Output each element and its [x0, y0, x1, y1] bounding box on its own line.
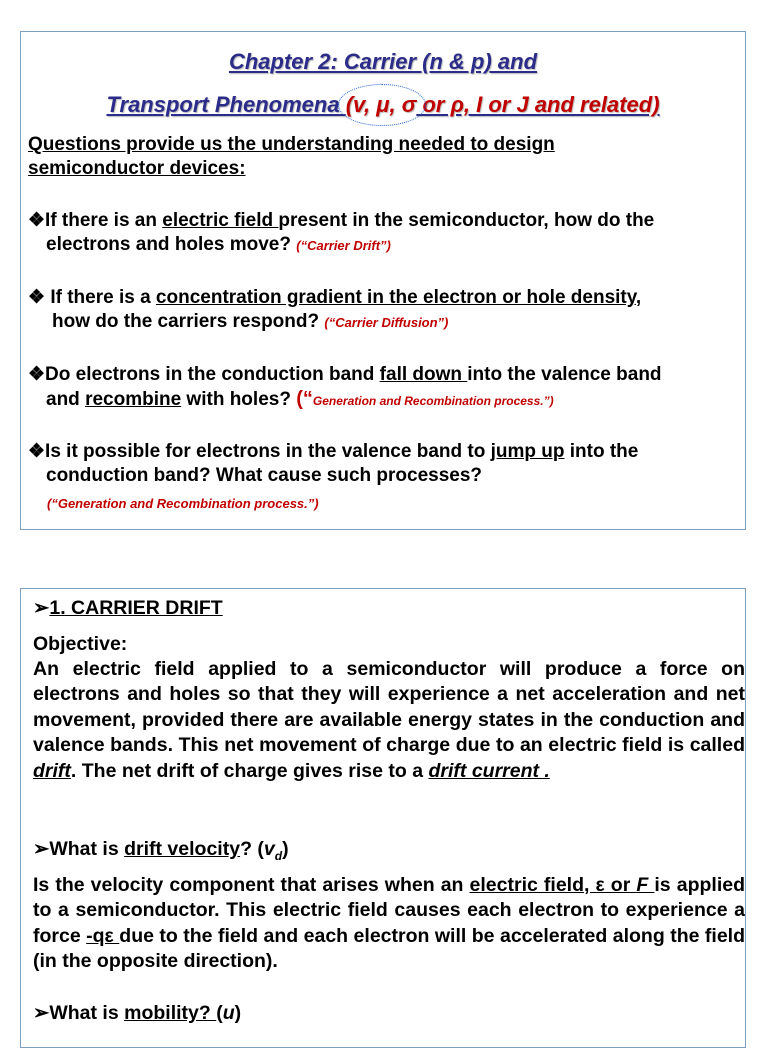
q-mob-underline: mobility?: [124, 1002, 217, 1024]
term-drift: drift: [33, 759, 71, 782]
arrow-bullet-icon: ➢: [33, 1002, 50, 1024]
q-drift-text-b: ? (: [240, 838, 264, 860]
q3-note: Generation and Recombination process.”): [312, 394, 554, 408]
q-mob-text-a: What is: [49, 1002, 125, 1024]
q4-text-b: into the: [564, 441, 639, 462]
answer-underline-f: F: [636, 874, 655, 896]
q3-text-b: into the valence band: [467, 364, 662, 385]
q3-line-2a: and: [46, 389, 86, 410]
section-heading: [33, 596, 745, 621]
arrow-bullet-icon: ➢: [33, 838, 50, 860]
answer-text-c: due to the field and each electron will be accelerated along the field (in the opposite direction).: [33, 924, 746, 973]
q-mob-text-c: ): [234, 1002, 242, 1024]
q3-underline-2: recombine: [85, 389, 182, 410]
q1-underline: electric field: [162, 210, 279, 231]
q-drift-text-a: What is: [49, 838, 125, 860]
answer-underline-2: -qε: [86, 924, 120, 947]
q-drift-underline: drift velocity: [124, 838, 241, 860]
q3-line-2b: with holes?: [181, 389, 297, 410]
term-drift-current: drift current .: [428, 759, 550, 782]
question-drift-velocity: [33, 837, 745, 869]
q2-text-b: ,: [635, 287, 642, 308]
intro-line-1: Questions provide us the understanding needed to design: [28, 134, 555, 155]
question-3: [28, 363, 743, 413]
q2-line-2: how do the carriers respond?: [52, 311, 325, 332]
arrow-bullet-icon: ➢: [33, 597, 50, 619]
q1-line-2: electrons and holes move?: [46, 234, 297, 255]
q4-underline: jump up: [490, 441, 565, 462]
q4-text-a: Is it possible for electrons in the valence band to: [45, 441, 491, 462]
slide-chapter-2: [20, 31, 746, 530]
title-line-2: [21, 92, 745, 118]
objective-text-a: An electric field applied to a semiconductor will produce a force on electrons and holes so that they will experience a net acceleration and net movement, provided there are available energy states in the conduction and valence bands. This net movement of charge due to an electric field is called: [33, 658, 745, 757]
question-mobility: [33, 1001, 745, 1026]
q1-text-a: If there is an: [45, 210, 163, 231]
bullet-diamond-icon: ❖: [28, 210, 46, 231]
symbol-sub-d: d: [274, 848, 283, 863]
q3-note-open: (“: [296, 388, 313, 410]
q1-note: (“Carrier Drift”): [296, 238, 391, 253]
q-mob-text-b: (: [216, 1002, 223, 1024]
intro-line-2: semiconductor devices:: [28, 158, 246, 179]
answer-underline-1: electric field, ε or: [469, 874, 637, 896]
answer-text-b: is applied to a semiconductor. This electric field causes each electron to experience a force: [33, 874, 745, 947]
title-line-1: Chapter 2: Carrier (n & p) and: [228, 49, 538, 74]
objective-paragraph: [33, 657, 745, 784]
symbol-u: u: [222, 1002, 235, 1024]
bullet-diamond-icon: ❖: [28, 441, 46, 462]
question-2: [28, 286, 743, 335]
q4-note: (“Generation and Recombination process.”): [47, 496, 319, 511]
answer-text-a: Is the velocity component that arises when an: [33, 874, 470, 896]
objective-label: Objective:: [33, 633, 128, 655]
question-4: [28, 440, 743, 488]
q4-line-2: conduction band? What cause such processes?: [46, 465, 483, 486]
q2-text-a: If there is a: [45, 287, 156, 308]
q2-underline: concentration gradient in the electron or hole density: [155, 287, 636, 308]
symbol-v: v: [263, 838, 275, 860]
drift-velocity-answer: [33, 873, 745, 975]
title-line-2-prefix: Transport Phenomena: [106, 92, 340, 117]
heading-text: 1. CARRIER DRIFT: [49, 597, 223, 619]
title-line-2-suffix: or ρ, I or J and related): [422, 92, 660, 117]
q3-text-a: Do electrons in the conduction band: [45, 364, 380, 385]
bullet-diamond-icon: ❖: [28, 364, 46, 385]
q3-underline-1: fall down: [379, 364, 468, 385]
q1-text-b: present in the semiconductor, how do the: [278, 210, 655, 231]
intro-text: [28, 133, 555, 181]
circled-symbols: (v, μ, σ: [345, 92, 417, 117]
q-drift-text-c: ): [282, 838, 289, 860]
slide-carrier-drift: [20, 588, 746, 1048]
objective-text-b: . The net drift of charge gives rise to a: [70, 759, 429, 782]
question-1: [28, 209, 743, 258]
bullet-diamond-icon: ❖: [28, 287, 46, 308]
q2-note: (“Carrier Diffusion”): [324, 315, 449, 330]
